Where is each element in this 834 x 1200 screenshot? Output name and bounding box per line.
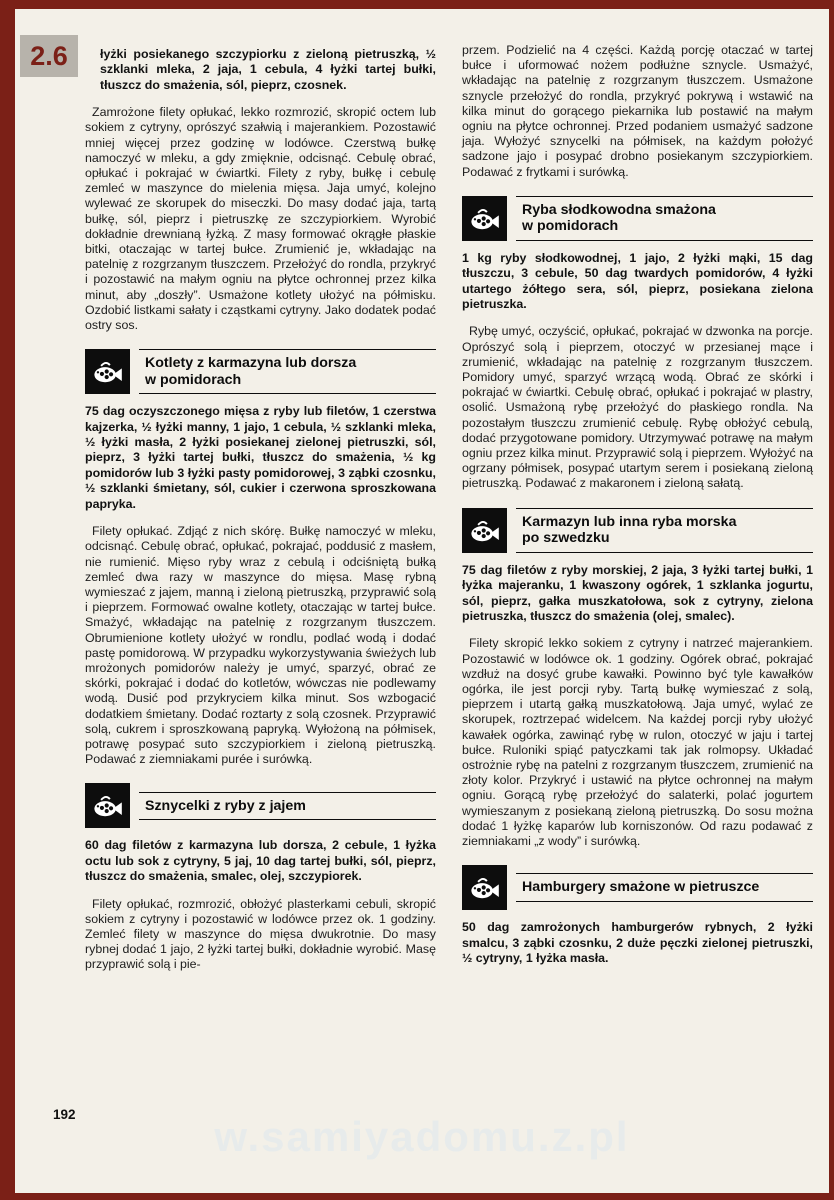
recipe-body: Filety opłukać. Zdjąć z nich skórę. Bułkę namoczyć w mleku, odcisnąć. Cebulę obrać, opłukać, pokrajać, poddusić z masłem, nie rumienić. Mięso ryby wraz z cebulą i odciśniętą bułką zemleć dwa razy w maszynce do mięsa. Masę rybną wymieszać z jajem, manną i zieloną pietruszką, przyprawić solą i pieprzem. Formować owalne kotlety, otaczając w tartej bułce. Smażyć, wkładając na patelnię z rozgrzanym tłuszczem. Obrumienione kotlety ułożyć w rondlu, podlać wodą i dodać pastę pomidorową. W przypadku wykorzystywania świeżych lub mrożonych pomidorów należy je umyć, sparzyć, obrać ze skórki, pokrajać i dodać do kotletów, wówczas nie podlewamy wodą. Dusić pod przykryciem kilka minut. Sos wzbogacić dodatkiem śmietany. Dodać roztarty z solą czosnek. Przyprawić solą, cukrem i sproszkowaną papryką. Wyłożoną na półmisek, potrawę posypać suto szczypiorkiem i zieloną pietruszką. Podawać z ziemniakami purée i surówką.: [85, 524, 436, 767]
recipe-body-continued: przem. Podzielić na 4 części. Każdą porcję otaczać w tartej bułce i uformować nożem podłużne sznycle. Usmażyć, wkładając na patelnię z rozgrzanym tłuszczem. Usmażone sznycle przełożyć do rondla, przykryć pokrywą i wstawić na kilka minut do gorącego piekarnika lub postawić na małym ogniu na płytce ochronnej. Przed podaniem usmażyć sadzone jaja. Wyłożyć sznycelki na półmisek, na każdym położyć sadzone jajo i posypać drobno posiekanym szczypiorkiem. Podawać z frytkami i surówką.: [462, 43, 813, 179]
recipe-body: Filety skropić lekko sokiem z cytryny i natrzeć majerankiem. Pozostawić w lodówce ok. 1 godziny. Ogórek obrać, pokrajać wzdłuż na dosyć grube kawałki. Powinno być tyle kawałków ogórka, ile jest porcji ryby. Tartą bułkę wymieszać z solą, pieprzem i utartą gałką muszkatołową. Jaja umyć, wylać ze skorupek, roztrzepać widelcem. Na każdej porcji ryby ułożyć kawałek ogórka, zawinąć rybę w rulon, otoczyć w jaju i tartej bułce. Ruloniki spiąć patyczkami tak jak rolmopsy. Układać ostrożnie rybę na patelni z rozgrzanym tłuszczem, zrumienić na złoty kolor. Przykryć i ustawić na płytce ochronnej na małym ogniu. Gorącą rybę przełożyć do salaterki, polać jogurtem wymieszanym z posiekaną zieloną pietruszką. Do sosu można dodać 1 łyżkę kaparów lub korniszonów. Od razu podawać z ziemniakami „z wody” i surówką.: [462, 636, 813, 848]
recipe-title-line2: w pomidorach: [522, 218, 619, 235]
recipe-header-sznycelki: [85, 783, 436, 828]
recipe-body: Filety opłukać, rozmrozić, obłożyć plasterkami cebuli, skropić sokiem z cytryny i pozostawić w lodówce przez ok. 1 godziny. Zemleć filety w maszynce do mięsa dwukrotnie. Do masy rybnej dodać 1 jajo, 2 łyżki tartej bułki, dokładnie wyrobić. Masę przyprawić solą i pie-: [85, 896, 436, 972]
watermark: w.samiyadomu.z.pl: [214, 1113, 630, 1160]
recipe-title-line2: po szwedzku: [522, 530, 610, 547]
fish-icon: [85, 349, 130, 394]
recipe-title: Ryba słodkowodna smażona: [522, 201, 716, 218]
recipe-title: Kotlety z karmazyna lub dorsza: [145, 355, 357, 372]
left-column: [85, 37, 436, 983]
ingredients-text: 50 dag zamrożonych hamburgerów rybnych, 2 łyżki smalcu, 3 ząbki czosnku, 2 duże pęczki zielonej pietruszki, ½ cytryny, 1 łyżka masła.: [462, 920, 813, 965]
recipe-title: Karmazyn lub inna ryba morska: [522, 513, 737, 530]
section-number-badge: 2.6: [20, 35, 78, 77]
recipe-title-block: [516, 508, 813, 553]
recipe-body: Zamrożone filety opłukać, lekko rozmrozić, skropić octem lub sokiem z cytryny, oprószyć szałwią i majerankiem. Pozostawić mniej więcej przez godzinę w lodówce. Czerstwą bułkę namoczyć w mleku, a gdy zmięknie, odcisnąć. Cebulę obrać, opłukać i pokrajać w ćwiartki. Filety z ryby, bułkę i cebulę zemleć w maszynce do mielenia mięsa. Jaja umyć, kolejno wylewać ze skorupek do miseczki. Do masy dodać jaja, tartą bułkę, sól, pieprz i pietruszkę ze szczypiorkiem. Wyrobić dokładnie drewnianą łyżką. Z masy formować okrągłe płaskie bitki, otaczając w tartej bułce. Zrumienić je, wkładając na patelnię z rozgrzanym tłuszczem. Przełożyć do rondla, przykryć i pozostawić na małym ogniu na płytce ochronnej przez kilka minut, aby „doszły”. Usmażone kotlety ułożyć na półmisku. Ozdobić listkami sałaty i cząstkami cytryny. Jako dodatek podać ostry sos.: [85, 105, 436, 333]
recipe-title: Hamburgery smażone w pietruszce: [522, 879, 760, 896]
recipe-title-line2: w pomidorach: [145, 371, 242, 388]
page-number: 192: [53, 1107, 76, 1122]
recipe-body: Rybę umyć, oczyścić, opłukać, pokrajać w dzwonka na porcje. Oprószyć solą i pieprzem, otoczyć w przesianej mące i zrumienić, wkładając na patelnię z rozgrzanym tłuszczem. Pomidory umyć, sparzyć wrzącą wodą. Obrać ze skórki i pokrajać w ćwiartki. Cebulę obrać, opłukać i pokrajać w plastry, osolić. Usmażoną rybę przełożyć do płaskiego rondla. Na pozostałym tłuszczu zrumienić cebulę. Rybę obłożyć cebulą, dodać przygotowane pomidory. Utrzymywać potrawę na małym ogniu przez kilka minut. Przyprawić solą i pieprzem. Wyłożyć na ogrzany półmisek, posypać utartym serem i posiekaną zieloną pietruszką. Podawać z makaronem i zieloną sałatą.: [462, 324, 813, 491]
recipe-header-hamburgery: [462, 865, 813, 910]
recipe-title-block: [139, 792, 436, 821]
fish-icon: [462, 196, 507, 241]
ingredients-text: 1 kg ryby słodkowodnej, 1 jajo, 2 łyżki mąki, 15 dag tłuszczu, 3 cebule, 50 dag twardych pomidorów, 4 łyżki utartego żółtego sera, sól, pieprz, posiekana zielona pietruszka.: [462, 250, 813, 312]
page-content: [85, 37, 813, 983]
book-page: [15, 9, 829, 1193]
ingredients-text: 75 dag oczyszczonego mięsa z ryby lub filetów, 1 czerstwa kajzerka, ½ łyżki manny, 1 jajo, 1 cebula, ½ szklanki mleka, ½ łyżki masła, 2 łyżki posiekanej zielonej pietruszki, sól, pieprz, 3 łyżki tartej bułki, tłuszcz do smażenia, ½ kg pomidorów lub 3 łyżki pasty pomidorowej, 3 ząbki czosnku, ½ szklanki śmietany, sól, cukier i czerwona sproszkowana papryka.: [85, 404, 436, 511]
fish-icon: [85, 783, 130, 828]
ingredients-text: 75 dag filetów z ryby morskiej, 2 jaja, 3 łyżki tartej bułki, 1 łyżka majeranku, 1 kwaszony ogórek, 1 szklanka jogurtu, sól, pieprz, gałka muszkatołowa, sok z cytryny, zielona pietruszka, tłuszcz do smażenia (olej, smalec).: [462, 562, 813, 623]
recipe-title-block: [516, 873, 813, 902]
recipe-title-block: [516, 196, 813, 241]
right-column: [462, 37, 813, 983]
fish-icon: [462, 865, 507, 910]
recipe-title: Sznycelki z ryby z jajem: [145, 797, 306, 814]
ingredients-text: 60 dag filetów z karmazyna lub dorsza, 2 cebule, 1 łyżka octu lub sok z cytryny, 5 jaj, 10 dag tartej bułki, sól, pieprz, tłuszcz do smażenia, smalec, olej, szczypiorek.: [85, 838, 436, 884]
recipe-title-block: [139, 349, 436, 394]
recipe-header-kotlety: [85, 349, 436, 394]
fish-icon: [462, 508, 507, 553]
recipe-header-ryba-slodkowodna: [462, 196, 813, 241]
ingredients-text-continued: łyżki posiekanego szczypiorku z zieloną pietruszką, ½ szklanki mleka, 2 jaja, 1 cebula, 4 łyżki tartej bułki, tłuszcz do smażenia, sól, pieprz, czosnek.: [100, 47, 436, 92]
recipe-header-karmazyn: [462, 508, 813, 553]
